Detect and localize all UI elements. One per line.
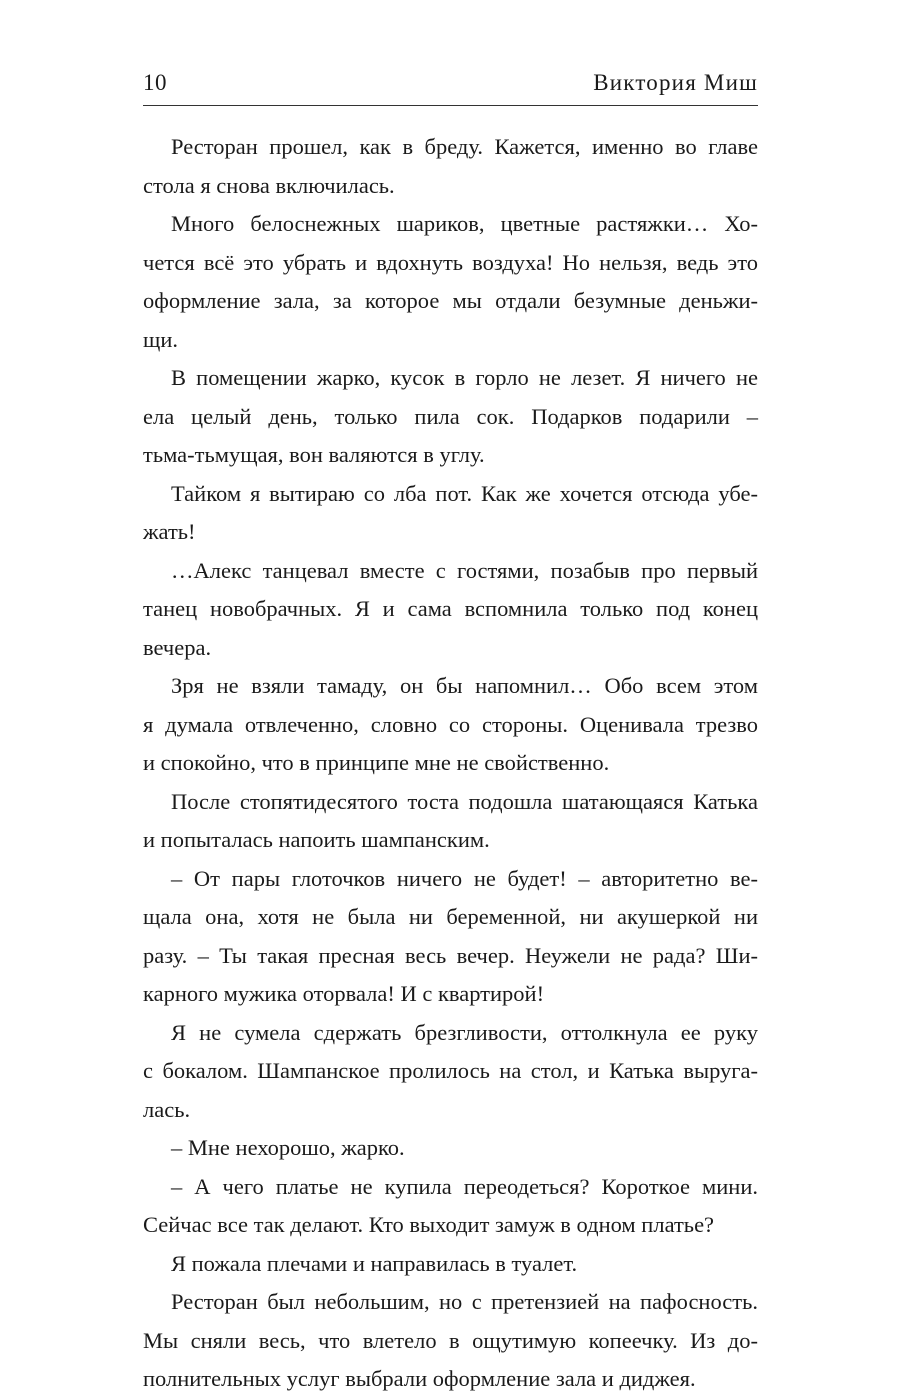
text-line: Сейчас все так делают. Кто выходит замуж в одном платье? <box>143 1212 715 1237</box>
paragraph <box>143 128 758 205</box>
paragraph <box>143 1129 758 1168</box>
paragraph <box>143 1168 758 1245</box>
paragraph <box>143 1245 758 1284</box>
header-rule <box>143 105 758 106</box>
text-line: чется всё это убрать и вдохнуть воздуха! Но нельзя, ведь это <box>143 249 758 275</box>
text-line: оформление зала, за которое мы отдали безумные деньжи- <box>143 288 758 313</box>
text-line: Тайком я вытираю со лба пот. Как же хочется отсюда убе- <box>171 480 758 506</box>
paragraph <box>143 359 758 475</box>
text-line: …Алекс танцевал вместе с гостями, позабыв про первый <box>171 557 758 583</box>
text-line: После стопятидесятого тоста подошла шатающаяся Катька <box>171 788 758 814</box>
text-line: щи. <box>143 326 178 352</box>
author-name: Виктория Миш <box>593 70 758 95</box>
paragraph <box>143 552 758 668</box>
text-line: В помещении жарко, кусок в горло не лезет. Я ничего не <box>171 365 758 390</box>
text-line: Я пожала плечами и направилась в туалет. <box>171 1250 578 1276</box>
text-line: Зря не взяли тамаду, он бы напомнил… Обо всем этом <box>171 673 758 698</box>
text-line: танец новобрачных. Я и сама вспомнила только под конец <box>143 596 758 621</box>
paragraph <box>143 1283 758 1399</box>
page-number: 10 <box>143 70 167 95</box>
text-line: Ресторан был небольшим, но с претензией на пафосность. <box>171 1289 758 1314</box>
text-line: карного мужика оторвала! И с квартирой! <box>143 981 545 1006</box>
text-line: с бокалом. Шампанское пролилось на стол, и Катька выруга- <box>143 1058 758 1083</box>
text-line: ела целый день, только пила сок. Подарков подарили – <box>143 403 758 429</box>
text-line: лась. <box>143 1096 191 1122</box>
text-line: жать! <box>143 519 196 544</box>
text-line: разу. – Ты такая пресная весь вечер. Неужели не рада? Ши- <box>143 942 758 968</box>
page-header <box>143 62 758 102</box>
text-line: – От пары глоточков ничего не будет! – авторитетно ве- <box>171 865 758 891</box>
paragraph <box>143 860 758 1014</box>
text-line: и попыталась напоить шампанским. <box>143 827 490 852</box>
text-line: полнительных услуг выбрали оформление зала и диджея. <box>143 1366 696 1391</box>
paragraph <box>143 667 758 783</box>
text-line: и спокойно, что в принципе мне не свойственно. <box>143 750 610 775</box>
text-line: Я не сумела сдержать брезгливости, оттолкнула ее руку <box>171 1019 758 1045</box>
text-line: Ресторан прошел, как в бреду. Кажется, именно во главе <box>171 134 758 159</box>
text-line: щала она, хотя не была ни беременной, ни акушеркой ни <box>143 904 758 929</box>
text-line: Мы сняли весь, что влетело в ощутимую копеечку. Из до- <box>143 1327 758 1353</box>
text-line: – Мне нехорошо, жарко. <box>171 1135 405 1160</box>
text-line: стола я снова включилась. <box>143 172 395 198</box>
paragraph <box>143 783 758 860</box>
text-line: тьма-тьмущая, вон валяются в углу. <box>143 442 485 467</box>
text-line: вечера. <box>143 634 212 660</box>
text-line: Много белоснежных шариков, цветные растяжки… Хо- <box>171 211 758 236</box>
paragraph <box>143 475 758 552</box>
text-line: я думала отвлеченно, словно со стороны. Оценивала трезво <box>143 711 758 737</box>
paragraph <box>143 1014 758 1130</box>
body-text <box>143 128 758 1399</box>
paragraph <box>143 205 758 359</box>
text-line: – А чего платье не купила переодеться? Короткое мини. <box>171 1173 758 1199</box>
